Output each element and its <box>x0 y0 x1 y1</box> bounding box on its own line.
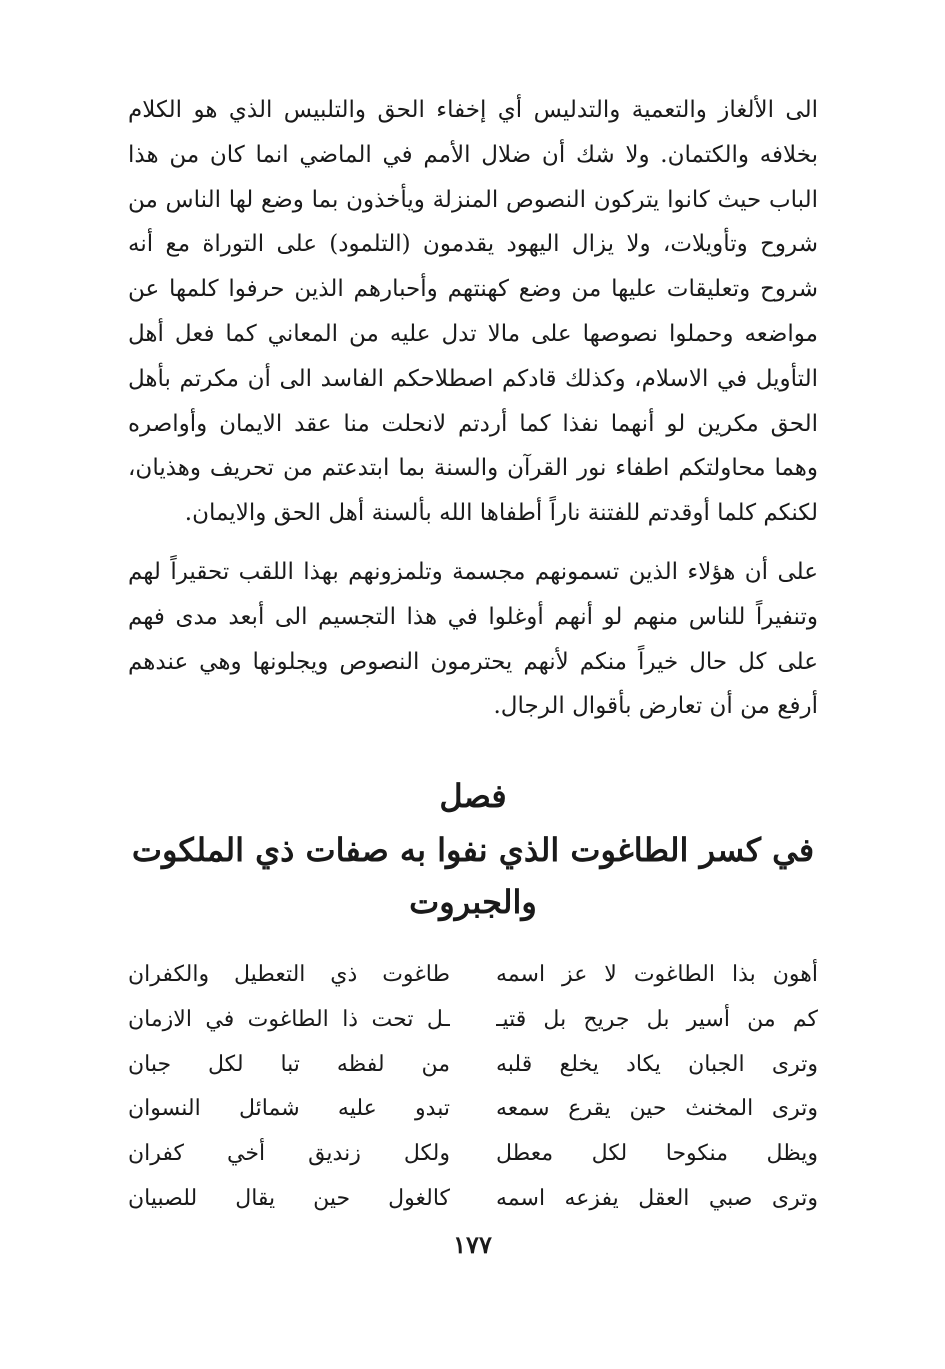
verse-second-hemistich: من لفظه تبا لكل جبان <box>128 1051 450 1077</box>
poem-verse <box>128 1043 818 1088</box>
verse-second-hemistich: طاغوت ذي التعطيل والكفران <box>128 962 450 987</box>
body-paragraph-2: على أن هؤلاء الذين تسمونهم مجسمة وتلمزونهم بهذا اللقب تحقيراً لهم وتنفيراً للناس منهم لو أنهم أوغلوا في هذا التجسيم الى أبعد مدى فهم على كل حال خيراً منكم لأنهم يحترمون النصوص ويجلونها وهي عندهم أرفع من أن تعارض بأقوال الرجال. <box>128 559 818 720</box>
poem-verse <box>128 953 818 998</box>
verse-first-hemistich: أهون بذا الطاغوت لا عز اسمه <box>496 962 818 987</box>
verse-second-hemistich: ولكل زنديق أخي كفران <box>128 1141 450 1167</box>
body-paragraph-1: الى الألغاز والتعمية والتدليس أي إخفاء الحق والتلبيس الذي هو الكلام بخلافه والكتمان. ولا شك أن ضلال الأمم في الماضي انما كان من هذا الباب حيث كانوا يتركون النصوص المنزلة ويأخذون بما وضع لها الناس من شروح وتأويلات، ولا يزال اليهود يقدمون (التلمود) على التوراة مع أنه شروح وتعليقات عليها من وضع كهنتهم وأحبارهم الذين حرفوا كلمها عن مواضعه وحملوا نصوصها على مالا تدل عليه من المعاني كما فعل أهل التأويل في الاسلام، وكذلك قادكم اصطلاحكم الفاسد الى أن مكرتم بأهل الحق مكرين لو أنهما نفذا كما أردتم لانحلت منا عقد الايمان وأواصره وهما محاولتكم اطفاء نور القرآن والسنة بما ابتدعتم من تحريف وهذيان، لكنكم كلما أوقدتم للفتنة ناراً أطفاها الله بألسنة أهل الحق والايمان. <box>128 97 818 527</box>
poem-verse <box>128 998 818 1043</box>
section-label: فصل <box>439 777 507 815</box>
verse-second-hemistich: ـل تحت ذا الطاغوت في الازمان <box>128 1006 450 1032</box>
verse-first-hemistich: ويظل منكوحا لكل معطل <box>496 1141 818 1167</box>
verse-first-hemistich: وترى صبي العقل يفزعه اسمه <box>496 1185 818 1211</box>
verse-first-hemistich: وترى الجبان يكاد يخلع قلبه <box>496 1051 818 1077</box>
poem-verse <box>128 1177 818 1222</box>
verse-first-hemistich: كم من أسير بل جريح بل قتيـ <box>496 1006 818 1032</box>
section-title: في كسر الطاغوت الذي نفوا به صفات ذي الملكوت والجبروت <box>131 831 815 921</box>
verse-second-hemistich: كالغول حين يقال للصبيان <box>128 1185 450 1211</box>
page-number: ١٧٧ <box>453 1230 492 1259</box>
verse-first-hemistich: وترى المخنث حين يقرع سمعه <box>496 1096 818 1122</box>
poem <box>128 953 818 1222</box>
poem-verse <box>128 1132 818 1177</box>
verse-second-hemistich: تبدو عليه شمائل النسوان <box>128 1096 450 1122</box>
poem-verse <box>128 1087 818 1132</box>
